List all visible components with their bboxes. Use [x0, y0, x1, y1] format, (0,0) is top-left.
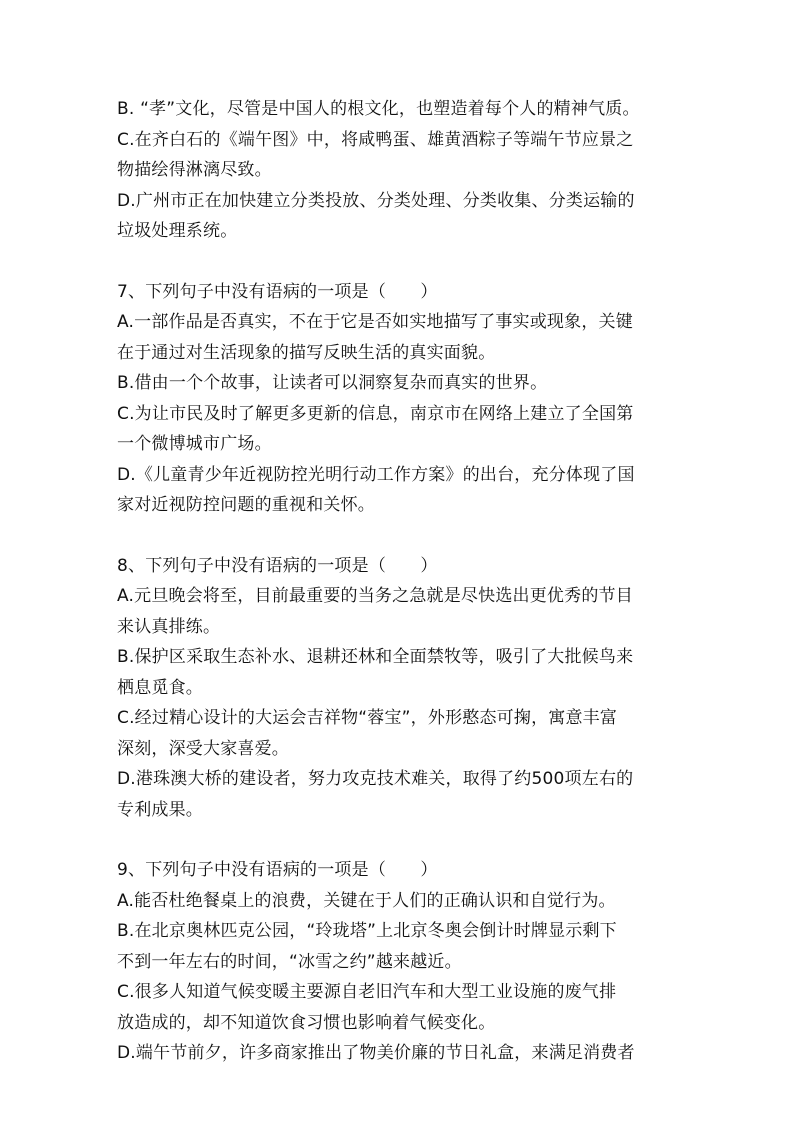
- q7-option-c-line2: 一个微博城市广场。: [117, 434, 272, 454]
- q6-option-c-line1: C.在齐白石的《端午图》中，将咸鸭蛋、雄黄酒粽子等端午节应景之: [117, 129, 634, 150]
- q9-option-c-line2: 放造成的，却不知道饮食习惯也影响着气候变化。: [117, 1012, 496, 1033]
- q8-option-d-line1: D.港珠澳大桥的建设者，努力攻克技术难关，取得了约500项左右的: [117, 769, 634, 789]
- q6-option-d-line1: D.广州市正在加快建立分类投放、分类处理、分类收集、分类运输的: [117, 190, 635, 211]
- q9-option-b-line2: 不到一年左右的时间，“冰雪之约”越来越近。: [117, 951, 462, 972]
- q8-stem: 8、下列句子中没有语病的一项是（ ）: [117, 555, 438, 576]
- q6-option-b-line1: B. “孝”文化，尽管是中国人的根文化，也塑造着每个人的精神气质。: [117, 99, 640, 119]
- q7-option-d-line2: 家对近视防控问题的重视和关怀。: [117, 495, 375, 515]
- spacer: [117, 247, 679, 277]
- q8-option-c-line1: C.经过精心设计的大运会吉祥物“蓉宝”，外形憨态可掬，寓意丰富: [117, 708, 618, 728]
- q7-stem: 7、下列句子中没有语病的一项是（ ）: [117, 281, 438, 302]
- spacer: [117, 825, 679, 855]
- q7-option-c-line1: C.为让市民及时了解更多更新的信息，南京市在网络上建立了全国第: [117, 403, 634, 424]
- q7-option-a-line1: A.一部作品是否真实，不在于它是否如实地描写了事实或现象，关键: [117, 312, 633, 332]
- q9-option-c-line1: C.很多人知道气候变暖主要源自老旧汽车和大型工业设施的废气排: [117, 982, 617, 1002]
- q9-option-d-line1: D.端午节前夕，许多商家推出了物美价廉的节日礼盒，来满足消费者: [117, 1043, 635, 1063]
- q8-option-b-line2: 栖息觅食。: [117, 677, 203, 698]
- q9-stem: 9、下列句子中没有语病的一项是（ ）: [117, 860, 438, 880]
- q9-option-a-line1: A.能否杜绝餐桌上的浪费，关键在于人们的正确认识和自觉行为。: [117, 890, 616, 911]
- question-content: [117, 94, 679, 1069]
- q8-option-a-line2: 来认真排练。: [117, 616, 221, 637]
- spacer: [117, 521, 679, 551]
- q8-option-a-line1: A.元旦晚会将至，目前最重要的当务之急就是尽快选出更优秀的节目: [117, 586, 633, 606]
- q7-option-a-line2: 在于通过对生活现象的描写反映生活的真实面貌。: [117, 342, 496, 363]
- q8-option-d-line2: 专利成果。: [117, 799, 203, 820]
- q6-option-d-line2: 垃圾处理系统。: [117, 221, 238, 241]
- q7-option-d-line1: D.《儿童青少年近视防控光明行动工作方案》的出台，充分体现了国: [117, 464, 635, 485]
- q6-option-c-line2: 物描绘得淋漓尽致。: [117, 160, 272, 180]
- q8-option-c-line2: 深刻，深受大家喜爱。: [117, 738, 289, 759]
- q7-option-b-line1: B.借由一个个故事，让读者可以洞察复杂而真实的世界。: [117, 373, 548, 393]
- q8-option-b-line1: B.保护区采取生态补水、退耕还林和全面禁牧等，吸引了大批候鸟来: [117, 647, 634, 667]
- q9-option-b-line1: B.在北京奥林匹克公园，“玲珑塔”上北京冬奥会倒计时牌显示剩下: [117, 921, 617, 941]
